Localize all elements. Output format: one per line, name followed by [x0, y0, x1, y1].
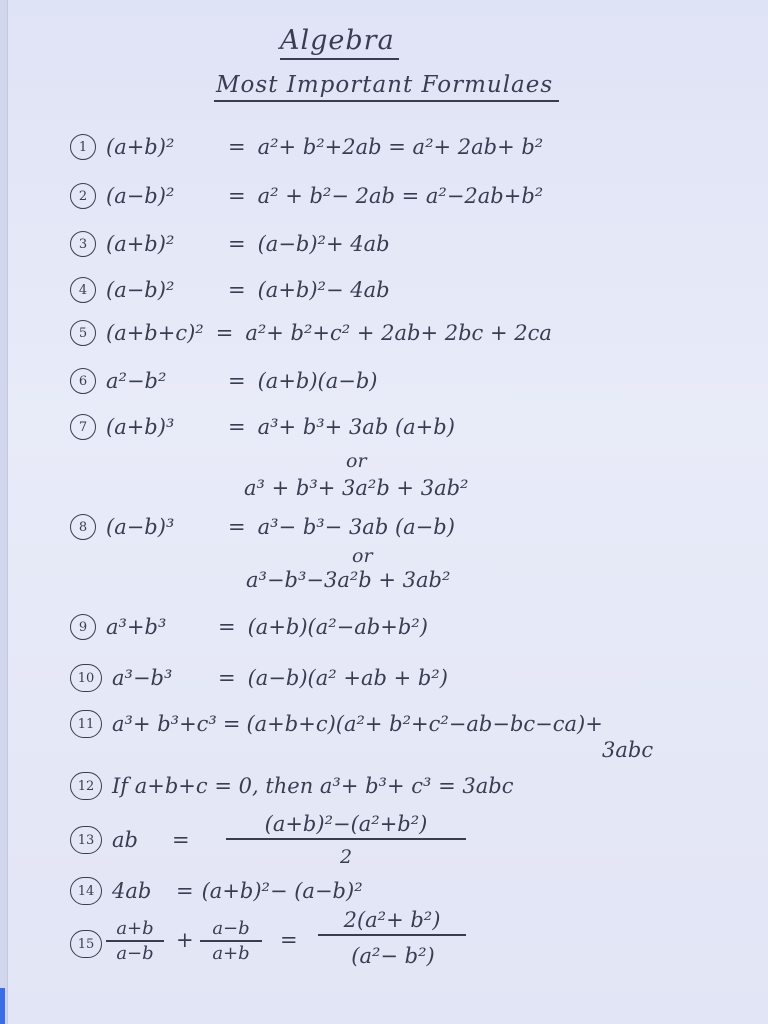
formula-number: 14	[70, 877, 102, 905]
formula-lhs: (a+b)²	[106, 232, 175, 256]
equals-sign: =	[228, 184, 246, 208]
formula-lhs: (a+b)³	[106, 415, 175, 439]
formula-alternate: a³−b³−3a²b + 3ab²	[246, 568, 451, 592]
equals-sign: =	[176, 879, 194, 903]
edge-accent	[0, 988, 5, 1024]
formula-9	[70, 614, 428, 640]
formula-5	[70, 320, 552, 346]
equals-sign: =	[228, 515, 246, 539]
formula-rhs: a²+ b²+c² + 2ab+ 2bc + 2ca	[245, 321, 552, 345]
formula-13	[70, 826, 202, 854]
formula-rhs: (a+b)(a−b)	[257, 369, 378, 393]
formula-number: 9	[70, 614, 96, 640]
equals-sign: =	[228, 415, 246, 439]
fraction-2-top: a−b	[200, 918, 262, 942]
formula-7	[70, 414, 455, 440]
formula-rhs: a³− b³− 3ab (a−b)	[257, 515, 455, 539]
equals-sign: =	[215, 321, 234, 345]
formula-lhs: (a−b)²	[106, 184, 175, 208]
or-label: or	[352, 545, 373, 567]
formula-rhs: a³+ b³+ 3ab (a+b)	[257, 415, 455, 439]
formula-lhs: a³+b³	[106, 615, 167, 639]
formula-continuation: 3abc	[602, 738, 654, 762]
formula-number: 1	[70, 134, 96, 160]
formula-rhs: (a−b)²+ 4ab	[257, 232, 390, 256]
formula-number: 10	[70, 664, 102, 692]
formula-rhs: (a+b)²− (a−b)²	[201, 879, 363, 903]
formula-number: 12	[70, 772, 102, 800]
formula-lhs: (a−b)³	[106, 515, 175, 539]
formula-14	[70, 877, 363, 905]
fraction-1-bottom: a−b	[116, 943, 154, 964]
fraction-1	[106, 918, 164, 964]
plus-sign: +	[176, 928, 194, 952]
page-subtitle: Most Important Formulaes	[214, 72, 559, 102]
formula-lhs: 4ab	[112, 879, 152, 903]
fraction-denominator: 2	[339, 846, 353, 868]
formula-text: If a+b+c = 0, then a³+ b³+ c³ = 3abc	[112, 774, 514, 798]
formula-6	[70, 368, 378, 394]
formula-number: 8	[70, 514, 96, 540]
equals-sign: =	[222, 712, 241, 736]
formula-number: 5	[70, 320, 96, 346]
equals-sign: =	[228, 278, 246, 302]
fraction-2-bottom: a+b	[212, 943, 250, 964]
formula-number: 6	[70, 368, 96, 394]
formula-2	[70, 183, 543, 209]
page-title: Algebra	[280, 25, 399, 60]
formula-lhs: ab	[112, 828, 138, 852]
formula-lhs: (a+b+c)²	[106, 321, 204, 345]
formula-rhs: (a−b)(a² +ab + b²)	[247, 666, 448, 690]
equals-sign: =	[218, 615, 236, 639]
equals-sign: =	[228, 232, 246, 256]
formula-rhs: a² + b²− 2ab = a²−2ab+b²	[257, 184, 544, 208]
formula-lhs: a²−b²	[106, 369, 167, 393]
formula-lhs: (a+b)²	[106, 135, 175, 159]
formula-rhs: (a+b)²− 4ab	[257, 278, 390, 302]
formula-number: 15	[70, 930, 102, 958]
formula-rhs: a²+ b²+2ab = a²+ 2ab+ b²	[257, 135, 544, 159]
formula-3	[70, 231, 390, 257]
fraction-1-top: a+b	[106, 918, 164, 942]
equals-sign: =	[172, 828, 190, 852]
formula-4	[70, 277, 390, 303]
formula-11	[70, 710, 603, 738]
formula-8	[70, 514, 455, 540]
formula-10	[70, 664, 448, 692]
equals-sign: =	[218, 666, 236, 690]
formula-lhs: (a−b)²	[106, 278, 175, 302]
formula-rhs: (a+b+c)(a²+ b²+c²−ab−bc−ca)+	[246, 712, 603, 736]
formula-number: 3	[70, 231, 96, 257]
formula-number: 13	[70, 826, 102, 854]
formula-number: 11	[70, 710, 102, 738]
fraction-denominator: (a²− b²)	[351, 944, 435, 968]
page-edge	[0, 0, 8, 1024]
fraction-2	[200, 918, 262, 964]
formula-1	[70, 134, 543, 160]
formula-lhs: a³−b³	[112, 666, 173, 690]
formula-12	[70, 772, 513, 800]
or-label: or	[346, 450, 367, 472]
fraction-numerator: 2(a²+ b²)	[318, 908, 466, 936]
formula-lhs: a³+ b³+c³	[112, 712, 217, 736]
fraction-numerator: (a+b)²−(a²+b²)	[226, 812, 466, 840]
formula-number: 2	[70, 183, 96, 209]
equals-sign: =	[228, 369, 246, 393]
formula-alternate: a³ + b³+ 3a²b + 3ab²	[244, 476, 469, 500]
formula-rhs: (a+b)(a²−ab+b²)	[247, 615, 428, 639]
formula-number: 4	[70, 277, 96, 303]
equals-sign: =	[228, 135, 246, 159]
formula-number: 7	[70, 414, 96, 440]
equals-sign: =	[280, 928, 298, 952]
